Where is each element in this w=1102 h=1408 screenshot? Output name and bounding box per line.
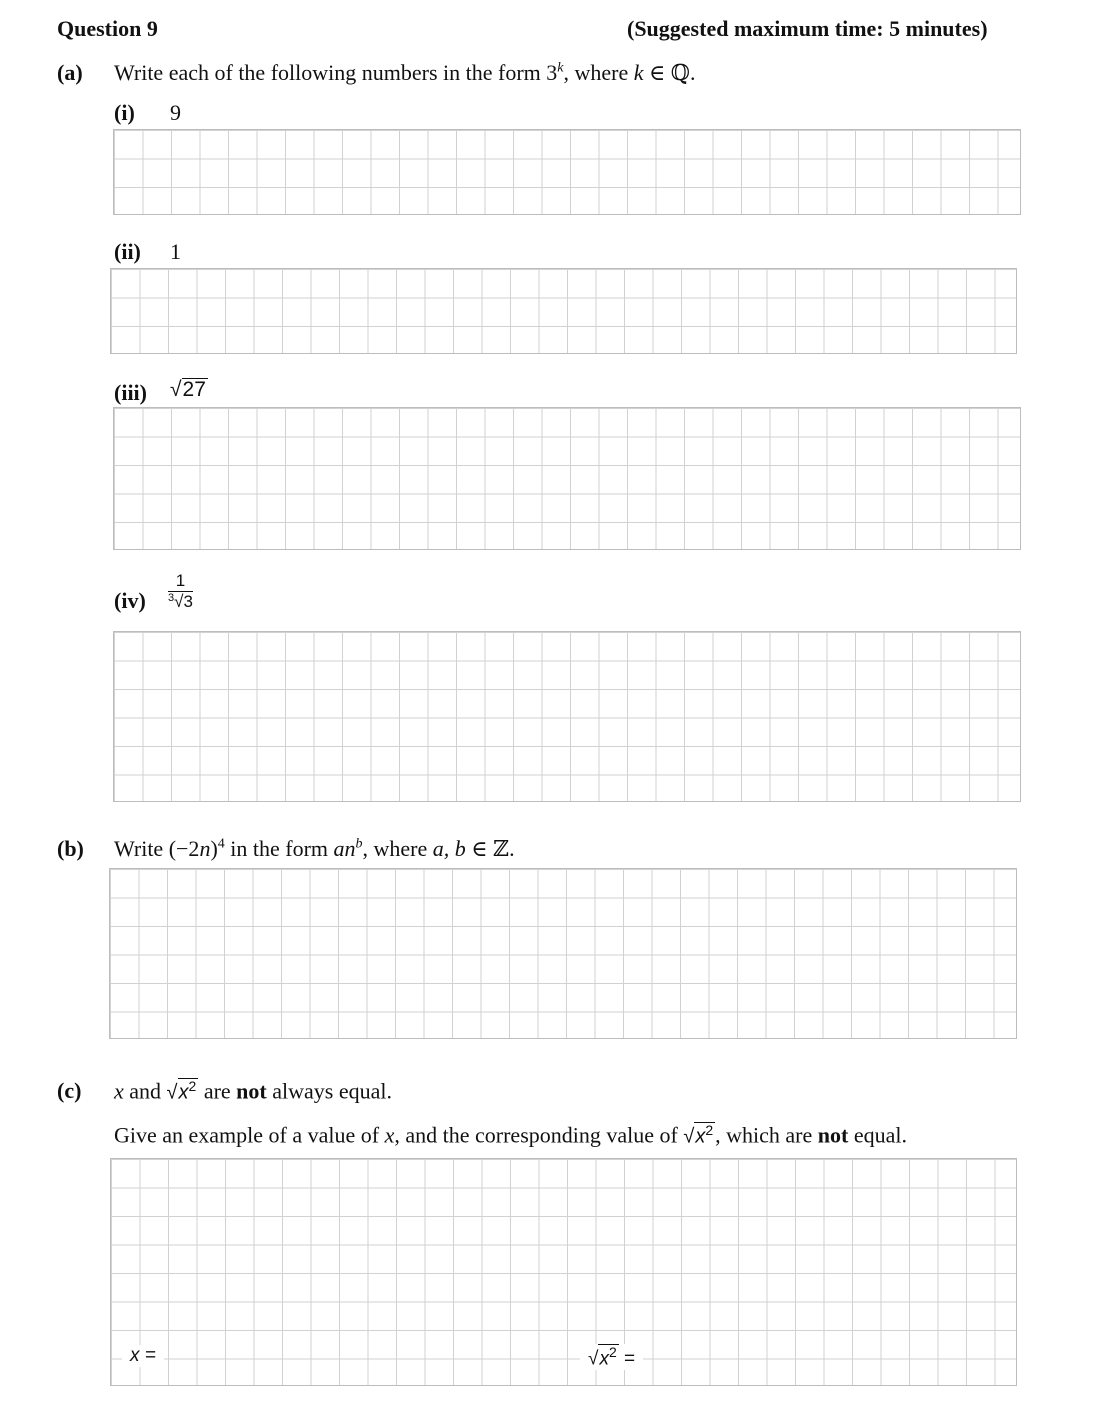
- item-iii-value: √27: [170, 378, 206, 401]
- answer-root-label: $√x^2$ =: [580, 1344, 643, 1370]
- answer-grid-c[interactable]: [110, 1158, 1017, 1386]
- part-b-label: (b): [57, 836, 84, 861]
- part-a-instruction: Write each of the following numbers in the form 3$^k$, where k ∈ ℚ.: [114, 60, 696, 85]
- item-iv-label: (iv): [114, 588, 146, 613]
- answer-grid-b[interactable]: [109, 868, 1017, 1039]
- question-title: Question 9: [57, 16, 158, 41]
- item-iii-label: (iii): [114, 380, 147, 405]
- part-c-line2: Give an example of a value of x, and the corresponding value of $√x^2$, which are not equal.: [114, 1122, 907, 1148]
- item-i-label: (i): [114, 100, 135, 125]
- answer-x-label: x =: [122, 1345, 164, 1367]
- answer-grid-a-iv[interactable]: [113, 631, 1021, 802]
- item-i-value: 9: [170, 100, 181, 125]
- time-note: (Suggested maximum time: 5 minutes): [627, 16, 988, 41]
- answer-grid-a-ii[interactable]: [110, 268, 1017, 354]
- part-b-instruction: Write $(-2n)^4$ in the form $an^b$, where a, b ∈ ℤ.: [114, 836, 515, 861]
- item-ii-value: 1: [170, 239, 181, 264]
- item-iv-value: $\frac{1}{^3√3}$: [168, 571, 193, 611]
- part-c-label: (c): [57, 1078, 82, 1103]
- part-c-line1: x and $√x^2$ are not always equal.: [114, 1078, 392, 1104]
- item-ii-label: (ii): [114, 239, 141, 264]
- answer-grid-a-i[interactable]: [113, 129, 1021, 215]
- part-a-label: (a): [57, 60, 83, 85]
- answer-grid-a-iii[interactable]: [113, 407, 1021, 550]
